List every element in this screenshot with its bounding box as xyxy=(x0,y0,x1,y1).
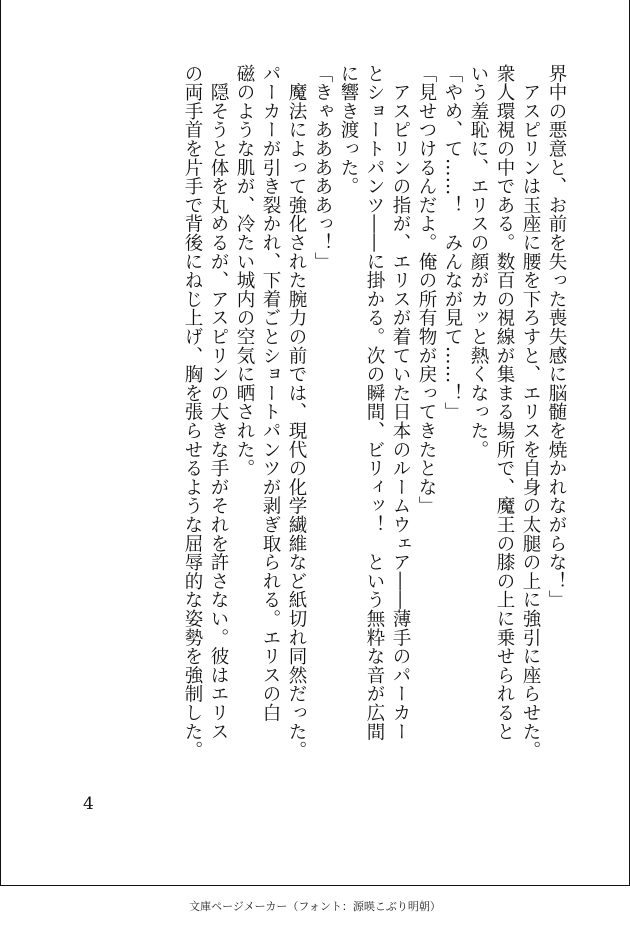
text-line: アスピリンの指が、エリスが着ていた日本のルームウェア――薄手のパーカー xyxy=(390,64,411,741)
text-line: 磁のような肌が、冷たい城内の空気に晒された。 xyxy=(234,64,255,478)
text-line: 衆人環視の中である。数百の視線が集まる場所で、魔王の膝の上に乗せられると xyxy=(494,64,515,741)
text-line: に響き渡った。 xyxy=(338,64,359,196)
text-line: パーカーが引き裂かれ、下着ごとショートパンツが剥ぎ取られる。エリスの白 xyxy=(260,64,281,722)
text-line: の両手首を片手で背後にねじ上げ、胸を張らせるような屈辱的な姿勢を強制した。 xyxy=(182,64,203,760)
page-number: 4 xyxy=(83,794,94,814)
text-line: 隠そうと体を丸めるが、アスピリンの大きな手がそれを許さない。彼はエリス xyxy=(208,64,229,741)
text-line: いう羞恥に、エリスの顔がカッと熱くなった。 xyxy=(468,64,489,459)
text-line: 魔法によって強化された腕力の前では、現代の化学繊維など紙切れ同然だった。 xyxy=(286,64,307,760)
text-line: アスピリンは玉座に腰を下ろすと、エリスを自身の太腿の上に強引に座らせた。 xyxy=(520,64,541,760)
text-line: 「見せつけるんだよ。俺の所有物が戻ってきたとな」 xyxy=(416,64,437,516)
text-line: とショートパンツ――に掛かる。次の瞬間、ビリィッ！ という無粋な音が広間 xyxy=(364,64,385,741)
footer-caption: 文庫ページメーカー（フォント：源暎こぶり明朝） xyxy=(189,900,441,913)
vertical-text-body xyxy=(49,64,569,824)
text-line: 「やめ、て……！ みんなが見て……！」 xyxy=(442,64,463,422)
text-line: 界中の悪意と、お前を失った喪失感に脳髄を焼かれながらな！」 xyxy=(546,64,567,610)
text-line: 「きゃあああああっ！」 xyxy=(312,64,333,271)
